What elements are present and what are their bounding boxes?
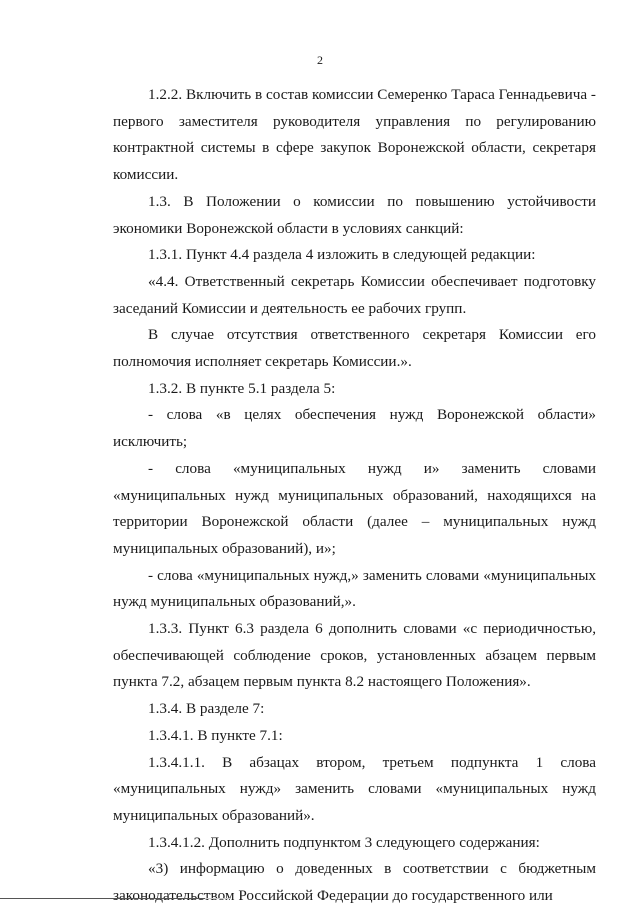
paragraph-1-3-4-1-1: 1.3.4.1.1. В абзацах втором, третьем подпункта 1 слова «муниципальных нужд» заменить словами «муниципальных нужд муниципальных образований». (113, 753, 596, 824)
paragraph-1-3-4: 1.3.4. В разделе 7: (148, 700, 265, 718)
paragraph-1-3: 1.3. В Положении о комиссии по повышению устойчивости экономики Воронежской области в условиях санкций: (113, 192, 596, 237)
paragraph-1-3-3: 1.3.3. Пункт 6.3 раздела 6 дополнить словами «с периодичностью, обеспечивающей соблюдение сроков, установленных абзацем первым пункта 7.2, абзацем первым пункта 8.2 настоящего Положения». (113, 620, 596, 691)
page-number: 2 (317, 53, 323, 67)
paragraph-dash-2: - слова «муниципальных нужд и» заменить словами «муниципальных нужд муниципальных образований, находящихся на территории Воронежской области (далее – муниципальных нужд муниципальных образований), и»; (113, 459, 596, 557)
paragraph-quote-4-4: «4.4. Ответственный секретарь Комиссии обеспечивает подготовку заседаний Комиссии и деятельность ее рабочих групп. (113, 272, 596, 317)
paragraph-1-3-1: 1.3.1. Пункт 4.4 раздела 4 изложить в следующей редакции: (148, 246, 536, 264)
paragraph-1-2-2: 1.2.2. Включить в состав комиссии Семеренко Тараса Геннадьевича - первого заместителя руководителя управления по регулированию контрактной системы в сфере закупок Воронежской области, секретаря комиссии. (113, 86, 596, 184)
paragraph-1-3-2: 1.3.2. В пункте 5.1 раздела 5: (148, 379, 336, 397)
document-body (113, 82, 596, 910)
paragraph-secretary-absence: В случае отсутствия ответственного секретаря Комиссии его полномочия исполняет секретарь Комиссии.». (113, 326, 596, 371)
paragraph-dash-3: - слова «муниципальных нужд,» заменить словами «муниципальных нужд муниципальных образований,». (113, 566, 596, 611)
paragraph-subitem-3: «3) информацию о доведенных в соответствии с бюджетным законодательством Российской Федерации до государственного или (113, 860, 596, 905)
footer-rule-faint (205, 898, 230, 899)
footer-rule (0, 898, 205, 899)
paragraph-1-3-4-1-2: 1.3.4.1.2. Дополнить подпунктом 3 следующего содержания: (148, 833, 540, 851)
paragraph-dash-1: - слова «в целях обеспечения нужд Воронежской области» исключить; (113, 406, 596, 451)
paragraph-1-3-4-1: 1.3.4.1. В пункте 7.1: (148, 726, 283, 744)
